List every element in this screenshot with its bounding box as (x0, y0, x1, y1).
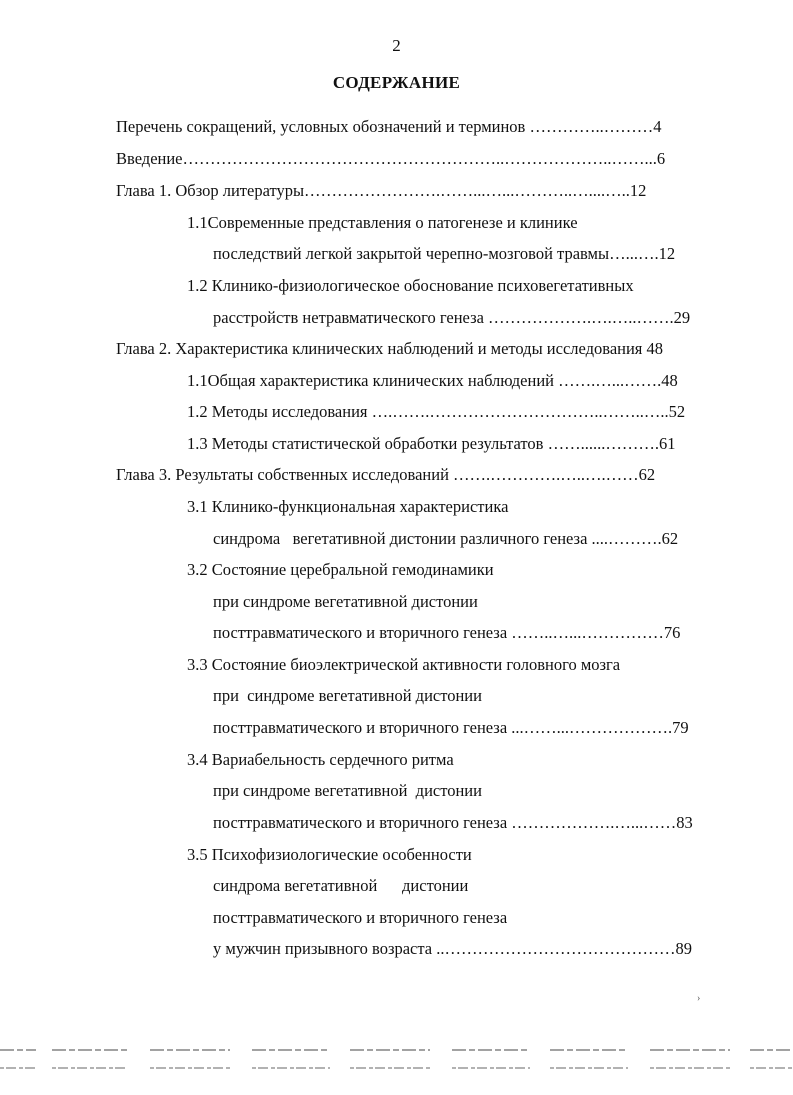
toc-entry: расстройств нетравматического генеза ……………….….…..…….29 (213, 308, 691, 327)
toc-entry: у мужчин призывного возраста ..……………………………………89 (213, 939, 692, 958)
toc-entry: при синдроме вегетативной дистонии (213, 592, 478, 611)
page-title: СОДЕРЖАНИЕ (332, 73, 461, 92)
toc-entry: при синдроме вегетативной дистонии (213, 781, 482, 800)
toc-entry: Глава 3. Результаты собственных исследований …….………….…..….……62 (116, 465, 656, 484)
toc-entry: 3.4 Вариабельность сердечного ритма (187, 750, 454, 769)
toc-entry: при синдроме вегетативной дистонии (213, 686, 482, 705)
toc-entry: 1.3 Методы статистической обработки результатов ……......……….61 (187, 434, 676, 453)
toc-entry: последствий легкой закрытой черепно-мозговой травмы…...….12 (213, 244, 676, 263)
toc-entry: посттравматического и вторичного генеза (213, 908, 508, 927)
toc-entry: 1.1Современные представления о патогенезе и клинике (187, 213, 578, 232)
toc-entry: 3.1 Клинико-функциональная характеристика (187, 497, 509, 516)
toc-entry: 1.2 Методы исследования ….…….…………………………..……..…..52 (187, 402, 686, 421)
toc-entry: посттравматического и вторичного генеза ……………….…...……83 (213, 813, 693, 832)
toc-entry: Введение…………………………………………………..………………..……...6 (116, 149, 666, 168)
toc-entry: синдрома вегетативной дистонии (213, 876, 469, 895)
toc-entry: 3.2 Состояние церебральной гемодинамики (187, 560, 494, 579)
toc-entry: 1.1Общая характеристика клинических наблюдений …….…...…….48 (187, 371, 678, 390)
toc-entry: посттравматического и вторичного генеза ……..…...……………76 (213, 623, 681, 642)
toc-entry: синдрома вегетативной дистонии различного генеза ....……….62 (213, 529, 679, 548)
scan-artifact-lines (0, 1030, 793, 1090)
toc-entry: Глава 1. Обзор литературы…………………….……...…...………..…....…..12 (116, 181, 647, 200)
scan-mark: › (697, 993, 701, 1004)
toc-entry: посттравматического и вторичного генеза ...……...……………….79 (213, 718, 689, 737)
toc-entry: 3.5 Психофизиологические особенности (187, 845, 472, 864)
toc-entry: Глава 2. Характеристика клинических наблюдений и методы исследования 48 (116, 339, 664, 358)
toc-entry: Перечень сокращений, условных обозначений и терминов …………..………4 (116, 117, 662, 136)
toc-entry: 1.2 Клинико-физиологическое обоснование психовегетативных (187, 276, 634, 295)
page-number: 2 (392, 36, 401, 55)
toc-entry: 3.3 Состояние биоэлектрической активности головного мозга (187, 655, 621, 674)
